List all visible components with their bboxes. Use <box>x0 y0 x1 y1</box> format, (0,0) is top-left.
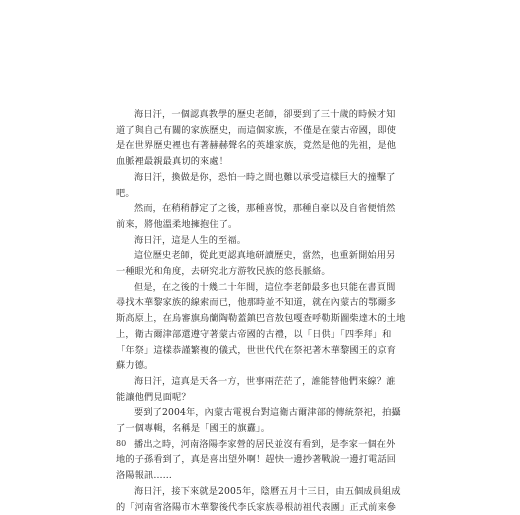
paragraph-9 <box>116 437 418 484</box>
text-line: 地的子孫看到了，真是喜出望外啊！趕快一邊抄著戰說一邊打電話回 <box>116 454 397 466</box>
paragraph-1 <box>116 107 418 170</box>
text-line: 但是，在之後的十幾二十年間，這位李老師最多也只能在書頁間 <box>134 281 396 293</box>
text-line: 海日汗，這真是天各一方，世事兩茫茫了，誰能替他們來線？誰 <box>134 375 396 387</box>
text-line: 要到了2004年，內蒙古電視台對這衛古爾津部的傳統祭祀，拍攝 <box>134 407 401 419</box>
text-line: 洛陽報訊…… <box>116 470 173 482</box>
text-line: 能讓他們見面呢？ <box>116 391 191 403</box>
text-line: 吧。 <box>116 187 135 199</box>
text-line: 這位歷史老師，從此更認真地研讀歷史，當然，也重新開始用另 <box>134 250 396 262</box>
text-line: 然而，在稍稍靜定了之後，那種喜悅，那種自豪以及自省便悄然 <box>134 203 396 215</box>
text-line: 前來，將他溫柔地擁抱住了。 <box>116 218 238 230</box>
paragraph-8 <box>116 405 418 436</box>
text-line: 道了與自己有關的家族歷史，而這個家族，不僅是在蒙古帝國，即使 <box>116 124 397 136</box>
text-line: 的「河南省洛陽市木華黎後代李氏家族尋根訪祖代表團」正式前來參 <box>116 501 397 513</box>
paragraph-10 <box>116 484 418 515</box>
paragraph-5 <box>116 248 418 279</box>
paragraph-3 <box>116 201 418 232</box>
body-text <box>116 107 418 515</box>
paragraph-4 <box>116 233 418 249</box>
text-line: 播出之時，河南洛陽李家營的居民並沒有看到，是李家一個在外 <box>134 438 396 450</box>
text-line: 海日汗，換做是你，恐怕一時之間也難以承受這樣巨大的撞擊了 <box>134 171 396 183</box>
text-line: 血脈裡最親最真切的來處！ <box>116 156 229 168</box>
text-line: 是在世界歷史裡也有著赫赫聲名的英雄家族，竟然是他的先祖，是他 <box>116 140 397 152</box>
text-line: 一種眼光和角度，去研究北方游牧民族的悠長脈絡。 <box>116 266 331 278</box>
paragraph-7 <box>116 374 418 405</box>
text-line: 海日汗，這是人生的至福。 <box>134 234 247 246</box>
text-line: 上，衛古爾津部還遵守著蒙古帝國的古禮，以「日供」「四季拜」和 <box>116 328 392 340</box>
text-line: 斯高原上，在烏審旗烏蘭陶勒蓋鎮巴音敖包嘎查呼勒斯圖柴達木的土地 <box>116 313 406 325</box>
page-number: 80 <box>116 439 127 448</box>
paragraph-2 <box>116 170 418 201</box>
text-line: 尋找木華黎家族的線索而已，他那時並不知道，就在內蒙古的鄂爾多 <box>116 297 397 309</box>
text-line: 「年祭」這樣恭謹繁複的儀式，世世代代在祭祀著木華黎國王的京育 <box>116 344 397 356</box>
text-line: 蘇力德。 <box>116 360 154 372</box>
text-line: 了一個專輯，名稱是「國王的旗纛」。 <box>116 423 271 435</box>
text-line: 海日汗，一個認真教學的歷史老師，卻要到了三十歲的時候才知 <box>134 109 396 120</box>
paragraph-6 <box>116 280 418 374</box>
text-line: 海日汗，接下來就是2005年，陰曆五月十三日，由五個成員組成 <box>134 485 401 497</box>
